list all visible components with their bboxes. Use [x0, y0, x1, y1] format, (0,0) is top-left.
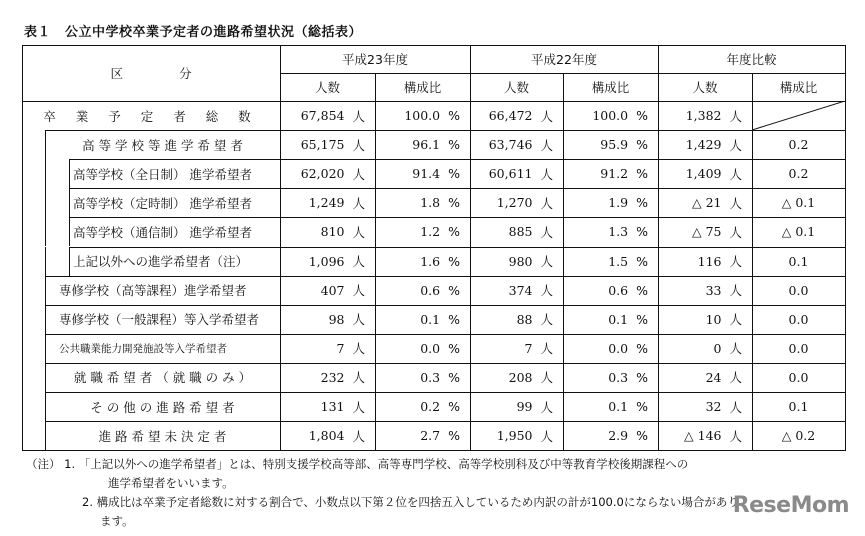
- cell-h22-n: [470, 421, 563, 450]
- category-header-char-1: 区: [110, 66, 123, 81]
- value: 1.8: [420, 195, 441, 211]
- cell-diff-n: [658, 247, 752, 276]
- cell-h23-n: [280, 421, 375, 450]
- resemom-logo: [733, 493, 849, 518]
- unit-percent: %: [636, 108, 648, 124]
- unit-people: 人: [540, 283, 553, 299]
- cell-h22-p: [563, 130, 658, 159]
- cell-h23-p: [375, 305, 470, 334]
- unit-percent: %: [448, 108, 460, 124]
- unit-percent: %: [636, 399, 648, 415]
- value: 1,429: [685, 137, 722, 153]
- value: 0.1: [608, 311, 629, 327]
- value: 0.2: [788, 166, 809, 182]
- unit-people: 人: [540, 224, 553, 240]
- row-label: 高 等 学 校 等 進 学 希 望 者: [82, 137, 243, 153]
- row-label: 就 職 希 望 者 （ 就 職 の み ）: [73, 370, 252, 386]
- value: 980: [508, 253, 533, 269]
- unit-people: 人: [352, 312, 365, 328]
- value: △ 146: [684, 428, 722, 444]
- value: 99: [516, 399, 533, 415]
- cell-diff-n: [658, 392, 752, 421]
- note-1-cont: 進学希望者をいいます。: [108, 476, 234, 490]
- value: 885: [508, 224, 533, 240]
- cell-diff-n: [658, 363, 752, 392]
- value: 7: [524, 340, 533, 356]
- unit-people: 人: [729, 312, 742, 328]
- value: 1.9: [608, 195, 629, 211]
- cell-h23-p: [375, 247, 470, 276]
- cell-h22-p: [563, 188, 658, 217]
- unit-people: 人: [540, 195, 553, 211]
- unit-percent: %: [636, 195, 648, 211]
- unit-people: 人: [540, 341, 553, 357]
- value: 0.2: [788, 137, 809, 153]
- unit-people: 人: [729, 370, 742, 386]
- value: 0: [713, 340, 722, 356]
- cell-diff-n: [658, 421, 752, 450]
- cell-h22-p: [563, 305, 658, 334]
- cell-h22-p: [563, 276, 658, 305]
- unit-percent: %: [448, 137, 460, 153]
- value: 1,950: [496, 428, 533, 444]
- cell-h23-n: [280, 392, 375, 421]
- value: 0.1: [608, 399, 629, 415]
- cell-h22-n: [470, 363, 563, 392]
- cell-diff-p: [752, 363, 845, 392]
- unit-people: 人: [540, 254, 553, 270]
- cell-h22-n: [470, 247, 563, 276]
- value: 0.1: [420, 311, 441, 327]
- value: 2.9: [608, 428, 629, 444]
- unit-percent: %: [636, 428, 648, 444]
- cell-h22-n: [470, 159, 563, 188]
- value: 0.2: [420, 399, 441, 415]
- cell-diff-p: [752, 188, 845, 217]
- cell-h23-n: [280, 217, 375, 246]
- cell-h22-n: [470, 130, 563, 159]
- cell-diff-p: [752, 130, 845, 159]
- value: 7: [336, 340, 345, 356]
- value: 1,409: [685, 166, 722, 182]
- cell-h23-p: [375, 392, 470, 421]
- value: 1.3: [608, 224, 629, 240]
- unit-people: 人: [729, 428, 742, 444]
- unit-percent: %: [636, 137, 648, 153]
- unit-people: 人: [540, 370, 553, 386]
- unit-percent: %: [636, 340, 648, 356]
- logo-text: ReseMom: [732, 493, 849, 518]
- cell-h22-n: [470, 217, 563, 246]
- unit-people: 人: [540, 312, 553, 328]
- cell-h23-n: [280, 130, 375, 159]
- cell-h23-p: [375, 101, 470, 130]
- row-label: 専修学校（高等課程）進学希望者: [59, 283, 247, 299]
- value: 0.1: [788, 253, 809, 269]
- unit-percent: %: [636, 282, 648, 298]
- cell-h22-n: [470, 392, 563, 421]
- cell-diff-p: [752, 334, 845, 363]
- value: 1.2: [420, 224, 441, 240]
- unit-percent: %: [448, 253, 460, 269]
- value: 131: [320, 399, 345, 415]
- footnotes: [26, 455, 856, 531]
- row-label: 卒 業 予 定 者 総 数: [43, 108, 259, 124]
- diagonal-slash: [752, 101, 845, 130]
- cell-h22-p: [563, 421, 658, 450]
- column-header-count: 人数: [503, 80, 529, 95]
- indent-line: [45, 217, 46, 246]
- cell-h23-n: [280, 247, 375, 276]
- unit-percent: %: [448, 224, 460, 240]
- cell-h23-n: [280, 276, 375, 305]
- unit-percent: %: [636, 253, 648, 269]
- value: △ 0.1: [781, 224, 816, 240]
- value: 232: [320, 369, 345, 385]
- unit-people: 人: [352, 399, 365, 415]
- value: 810: [320, 224, 345, 240]
- cell-h23-n: [280, 334, 375, 363]
- unit-percent: %: [448, 428, 460, 444]
- cell-h23-p: [375, 334, 470, 363]
- value: △ 0.2: [781, 428, 816, 444]
- value: 63,746: [488, 137, 533, 153]
- value: 91.4: [412, 166, 441, 182]
- value: 100.0: [592, 108, 629, 124]
- row-label: 高等学校（通信制） 進学希望者: [73, 224, 252, 240]
- unit-people: 人: [729, 224, 742, 240]
- unit-percent: %: [636, 224, 648, 240]
- value: 66,472: [488, 108, 533, 124]
- cell-diff-p: [752, 421, 845, 450]
- unit-people: 人: [540, 108, 553, 124]
- value: 0.0: [420, 340, 441, 356]
- cell-diff-p: [752, 276, 845, 305]
- cell-h23-n: [280, 101, 375, 130]
- cell-h23-n: [280, 363, 375, 392]
- cell-diff-n: [658, 188, 752, 217]
- value: △ 75: [691, 224, 722, 240]
- indent-line: [45, 159, 46, 188]
- value: 60,611: [488, 166, 533, 182]
- cell-diff-n: [658, 130, 752, 159]
- value: 100.0: [404, 108, 441, 124]
- unit-people: 人: [729, 166, 742, 182]
- unit-people: 人: [729, 195, 742, 211]
- value: 0.0: [788, 340, 809, 356]
- value: 0.1: [788, 399, 809, 415]
- cell-diff-p: [752, 247, 845, 276]
- value: 0.3: [420, 369, 441, 385]
- value: 407: [320, 282, 345, 298]
- value: 91.2: [600, 166, 629, 182]
- value: 98: [328, 311, 345, 327]
- cell-diff-n: [658, 159, 752, 188]
- unit-percent: %: [448, 311, 460, 327]
- unit-people: 人: [352, 254, 365, 270]
- value: 10: [705, 311, 722, 327]
- group-header: 平成23年度: [342, 52, 408, 67]
- value: 95.9: [600, 137, 629, 153]
- cell-h22-n: [470, 188, 563, 217]
- unit-people: 人: [352, 370, 365, 386]
- column-header-count: 人数: [314, 80, 340, 95]
- unit-people: 人: [540, 428, 553, 444]
- cell-diff-p: [752, 217, 845, 246]
- row-label: そ の 他 の 進 路 希 望 者: [90, 399, 235, 415]
- unit-people: 人: [352, 137, 365, 153]
- unit-people: 人: [540, 399, 553, 415]
- cell-diff-p: [752, 305, 845, 334]
- cell-h22-p: [563, 392, 658, 421]
- unit-percent: %: [636, 166, 648, 182]
- value: 0.6: [608, 282, 629, 298]
- cell-h23-p: [375, 363, 470, 392]
- category-header: [22, 45, 280, 101]
- unit-percent: %: [636, 311, 648, 327]
- row-label: 高等学校（定時制） 進学希望者: [73, 195, 252, 211]
- cell-h23-n: [280, 159, 375, 188]
- value: 96.1: [412, 137, 441, 153]
- cell-h22-p: [563, 101, 658, 130]
- note-2: 2. 構成比は卒業予定者総数に対する割合で、小数点以下第２位を四捨五入しているため内訳の計が100.0にならない場合があり: [82, 495, 739, 509]
- cell-h22-n: [470, 334, 563, 363]
- table-bottom-border: [22, 450, 846, 451]
- value: 1,096: [308, 253, 345, 269]
- cell-h23-p: [375, 159, 470, 188]
- cell-h22-p: [563, 247, 658, 276]
- unit-people: 人: [540, 166, 553, 182]
- unit-percent: %: [448, 195, 460, 211]
- indent-line: [45, 188, 46, 217]
- cell-h22-p: [563, 334, 658, 363]
- cell-diff-n: [658, 334, 752, 363]
- unit-people: 人: [729, 341, 742, 357]
- cell-h23-p: [375, 130, 470, 159]
- value: 1.5: [608, 253, 629, 269]
- value: △ 21: [691, 195, 722, 211]
- unit-percent: %: [448, 399, 460, 415]
- cell-diff-p: [752, 392, 845, 421]
- cell-h22-p: [563, 363, 658, 392]
- cell-diff-n: [658, 276, 752, 305]
- unit-percent: %: [448, 340, 460, 356]
- row-label: 専修学校（一般課程）等入学希望者: [59, 312, 260, 328]
- value: 374: [508, 282, 533, 298]
- value: 2.7: [420, 428, 441, 444]
- unit-people: 人: [352, 166, 365, 182]
- row-label: 高等学校（全日制） 進学希望者: [73, 166, 252, 182]
- cell-diff-n: [658, 217, 752, 246]
- value: 1,270: [496, 195, 533, 211]
- column-header-ratio: 構成比: [591, 80, 630, 95]
- unit-people: 人: [729, 137, 742, 153]
- unit-percent: %: [448, 166, 460, 182]
- cell-h22-n: [470, 276, 563, 305]
- cell-diff-n: [658, 101, 752, 130]
- value: 1,804: [308, 428, 345, 444]
- cell-diff-n: [658, 305, 752, 334]
- cell-h22-n: [470, 101, 563, 130]
- unit-percent: %: [636, 369, 648, 385]
- column-header-count: 人数: [692, 80, 718, 95]
- cell-h22-p: [563, 217, 658, 246]
- unit-people: 人: [352, 108, 365, 124]
- value: 67,854: [300, 108, 345, 124]
- cell-h23-n: [280, 305, 375, 334]
- unit-percent: %: [448, 282, 460, 298]
- value: 0.0: [788, 311, 809, 327]
- group-header: 平成22年度: [531, 52, 597, 67]
- unit-people: 人: [352, 195, 365, 211]
- value: 0.3: [608, 369, 629, 385]
- category-header-char-2: 分: [179, 66, 192, 81]
- unit-percent: %: [448, 369, 460, 385]
- value: 33: [705, 282, 722, 298]
- value: 0.0: [608, 340, 629, 356]
- row-label: 進 路 希 望 未 決 定 者: [98, 428, 227, 444]
- value: 1.6: [420, 253, 441, 269]
- value: 0.0: [788, 282, 809, 298]
- unit-people: 人: [729, 399, 742, 415]
- indent-line: [45, 247, 46, 276]
- row-label: 公共職業能力開発施設等入学希望者: [59, 342, 227, 355]
- value: 0.0: [788, 369, 809, 385]
- cell-h23-p: [375, 276, 470, 305]
- note-1: （注） 1. 「上記以外への進学希望者」とは、特別支援学校高等部、高等専門学校、高等学校別科及び中等教育学校後期課程への: [26, 457, 689, 471]
- column-header-ratio: 構成比: [403, 80, 442, 95]
- group-header: 年度比較: [726, 52, 777, 67]
- unit-people: 人: [352, 341, 365, 357]
- column-header-ratio: 構成比: [779, 80, 818, 95]
- unit-people: 人: [729, 283, 742, 299]
- unit-people: 人: [352, 283, 365, 299]
- value: 62,020: [300, 166, 345, 182]
- cell-h22-n: [470, 305, 563, 334]
- value: 32: [705, 399, 722, 415]
- value: 0.6: [420, 282, 441, 298]
- cell-h22-p: [563, 159, 658, 188]
- value: △ 0.1: [781, 195, 816, 211]
- unit-people: 人: [352, 224, 365, 240]
- unit-people: 人: [540, 137, 553, 153]
- value: 88: [516, 311, 533, 327]
- value: 1,382: [685, 108, 722, 124]
- value: 65,175: [300, 137, 345, 153]
- table-right-border: [845, 45, 846, 451]
- value: 24: [705, 369, 722, 385]
- value: 208: [508, 369, 533, 385]
- table-number: 表１: [24, 25, 52, 40]
- value: 1,249: [308, 195, 345, 211]
- cell-h23-p: [375, 421, 470, 450]
- table-title-text: 公立中学校卒業予定者の進路希望状況（総括表）: [65, 25, 363, 40]
- note-2-cont: ます。: [100, 514, 134, 528]
- value: 116: [697, 253, 722, 269]
- unit-people: 人: [729, 254, 742, 270]
- unit-people: 人: [729, 108, 742, 124]
- cell-h23-n: [280, 188, 375, 217]
- cell-h23-p: [375, 188, 470, 217]
- cell-h23-p: [375, 217, 470, 246]
- unit-people: 人: [352, 428, 365, 444]
- cell-diff-p: [752, 159, 845, 188]
- row-label: 上記以外への進学希望者（注）: [73, 254, 249, 270]
